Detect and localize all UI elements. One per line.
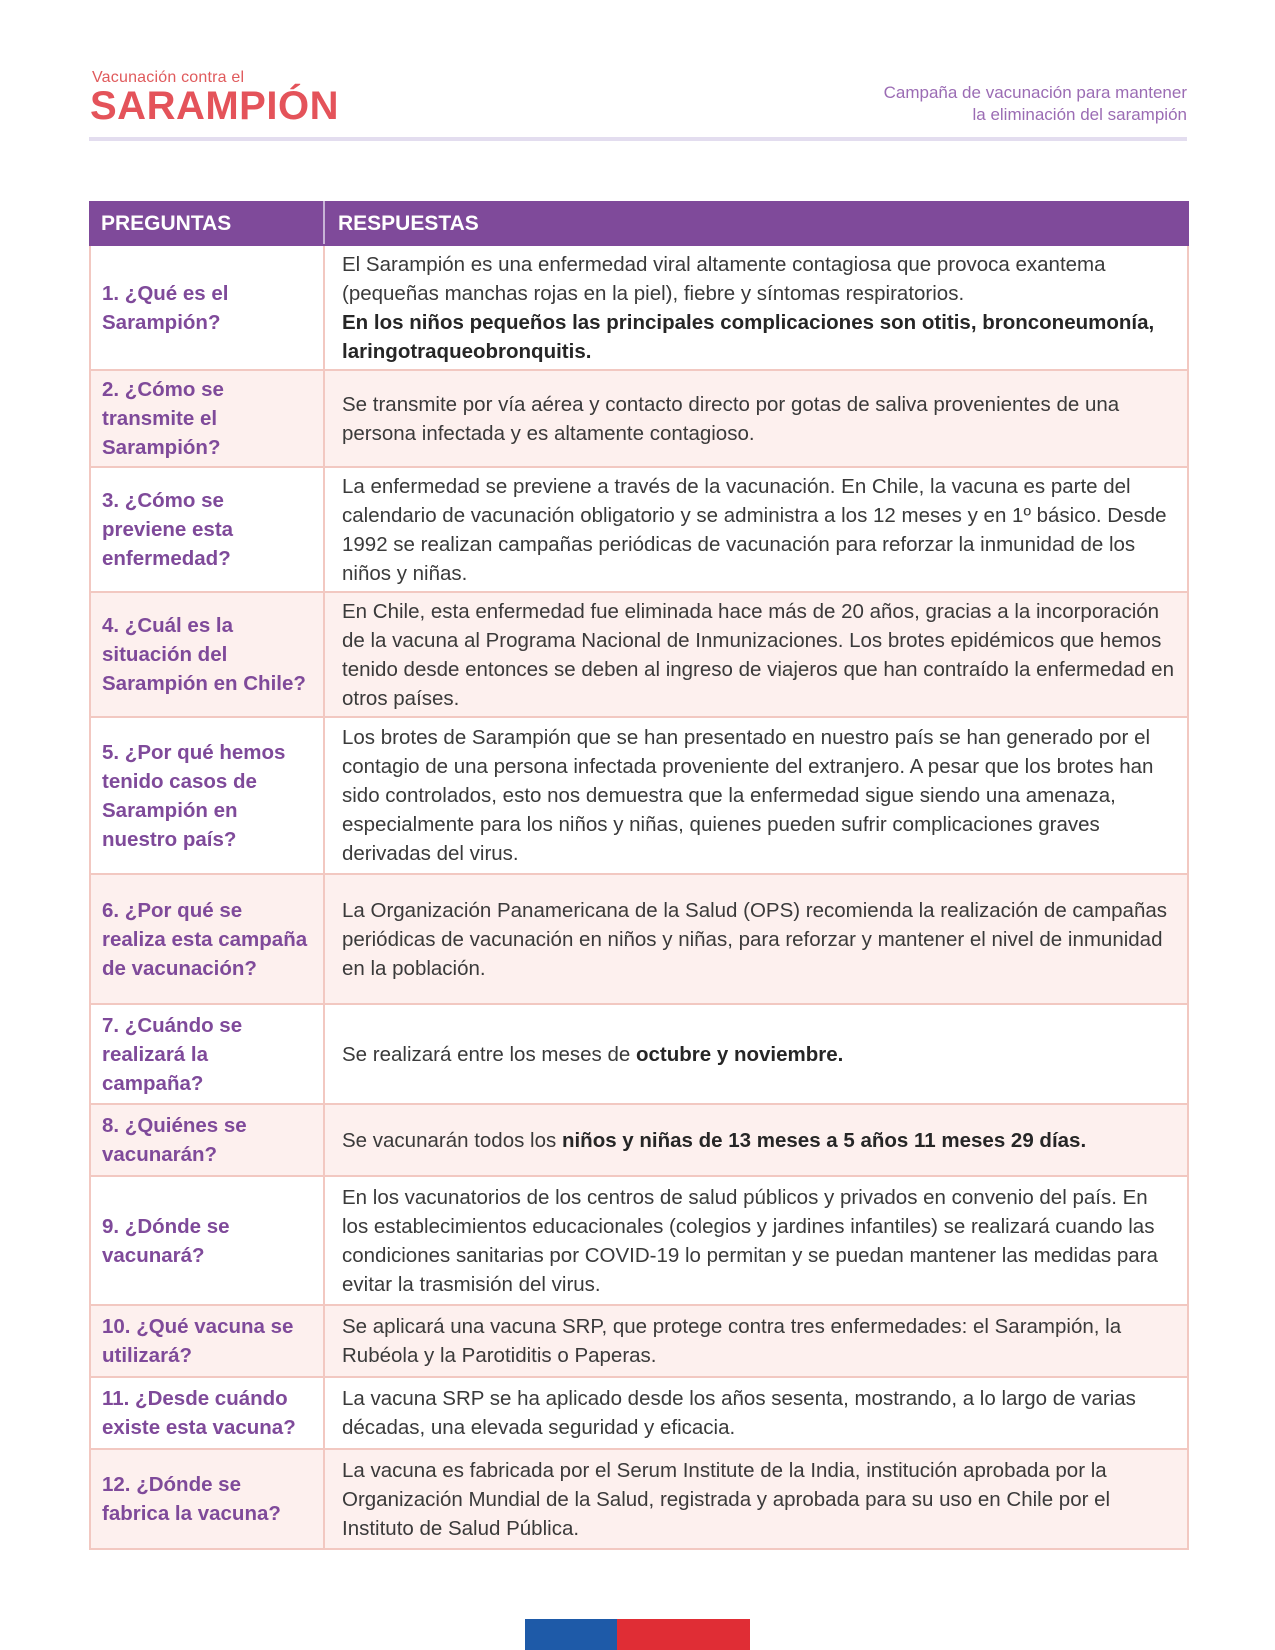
footer-flag-blue-bar	[525, 1619, 617, 1650]
question-cell: 2. ¿Cómo se transmite el Sarampión?	[90, 370, 324, 467]
question-cell: 5. ¿Por qué hemos tenido casos de Sarampión en nuestro país?	[90, 717, 324, 874]
table-row	[90, 467, 1188, 592]
question-cell: 8. ¿Quiénes se vacunarán?	[90, 1104, 324, 1176]
logo-subtitle: Vacunación contra el	[92, 69, 245, 86]
question-cell: 1. ¿Qué es el Sarampión?	[90, 245, 324, 370]
table-row	[90, 717, 1188, 874]
table-row	[90, 1305, 1188, 1377]
footer-flag-red-bar	[617, 1619, 750, 1650]
table-header-row	[90, 202, 1188, 245]
table-row	[90, 874, 1188, 1004]
answer-cell: En Chile, esta enfermedad fue eliminada hace más de 20 años, gracias a la incorporación de la vacuna al Programa Nacional de Inmunizaciones. Los brotes epidémicos que hemos tenido desde entonces se deben al ingreso de viajeros que han contraído la enfermedad en otros países.	[324, 592, 1188, 717]
table-row	[90, 1377, 1188, 1449]
question-cell: 10. ¿Qué vacuna se utilizará?	[90, 1305, 324, 1377]
answer-cell: La vacuna SRP se ha aplicado desde los años sesenta, mostrando, a lo largo de varias décadas, una elevada seguridad y eficacia.	[324, 1377, 1188, 1449]
logo-title: SARAMPIÓN	[90, 84, 339, 128]
question-cell: 9. ¿Dónde se vacunará?	[90, 1176, 324, 1305]
answer-text: Se realizará entre los meses de	[342, 1042, 636, 1066]
page-header	[0, 0, 1275, 150]
question-cell: 6. ¿Por qué se realiza esta campaña de vacunación?	[90, 874, 324, 1004]
question-cell: 7. ¿Cuándo se realizará la campaña?	[90, 1004, 324, 1104]
table-row	[90, 1104, 1188, 1176]
table-row	[90, 1449, 1188, 1549]
table-row	[90, 245, 1188, 370]
table-row	[90, 1004, 1188, 1104]
table-row	[90, 370, 1188, 467]
answer-bold-text: En los niños pequeños las principales complicaciones son otitis, bronconeumonía, laringotraqueobronquitis.	[342, 310, 1155, 363]
answer-cell: La vacuna es fabricada por el Serum Institute de la India, institución aprobada por la Organización Mundial de la Salud, registrada y aprobada para su uso en Chile por el Instituto de Salud Pública.	[324, 1449, 1188, 1549]
answer-cell: Se transmite por vía aérea y contacto directo por gotas de saliva provenientes de una persona infectada y es altamente contagioso.	[324, 370, 1188, 467]
answer-cell: La Organización Panamericana de la Salud (OPS) recomienda la realización de campañas periódicas de vacunación en niños y niñas, para reforzar y mantener el nivel de inmunidad en la población.	[324, 874, 1188, 1004]
answer-text: Se vacunarán todos los	[342, 1128, 562, 1152]
answer-cell: En los vacunatorios de los centros de salud públicos y privados en convenio del país. En los establecimientos educacionales (colegios y jardines infantiles) se realizará cuando las condiciones sanitarias por COVID-19 lo permitan y se puedan mantener las medidas para evitar la trasmisión del virus.	[324, 1176, 1188, 1305]
header-questions: PREGUNTAS	[90, 202, 324, 245]
answer-bold-text: octubre y noviembre.	[635, 1042, 844, 1066]
question-cell: 4. ¿Cuál es la situación del Sarampión en Chile?	[90, 592, 324, 717]
answer-bold-text: niños y niñas de 13 meses a 5 años 11 meses 29 días.	[561, 1128, 1087, 1152]
campaign-line-1: Campaña de vacunación para mantener	[883, 83, 1187, 102]
faq-table	[89, 201, 1189, 1550]
header-divider	[89, 137, 1187, 141]
question-cell: 11. ¿Desde cuándo existe esta vacuna?	[90, 1377, 324, 1449]
answer-cell: La enfermedad se previene a través de la vacunación. En Chile, la vacuna es parte del calendario de vacunación obligatorio y se administra a los 12 meses y en 1º básico. Desde 1992 se realizan campañas periódicas de vacunación para reforzar la inmunidad de los niños y niñas.	[324, 467, 1188, 592]
answer-cell: Se aplicará una vacuna SRP, que protege contra tres enfermedades: el Sarampión, la Rubéola y la Parotiditis o Paperas.	[324, 1305, 1188, 1377]
table-row	[90, 592, 1188, 717]
answer-cell	[324, 1004, 1188, 1104]
answer-text: El Sarampión es una enfermedad viral altamente contagiosa que provoca exantema (pequeñas manchas rojas en la piel), fiebre y síntomas respiratorios.	[342, 252, 1106, 305]
table-row	[90, 1176, 1188, 1305]
question-cell: 3. ¿Cómo se previene esta enfermedad?	[90, 467, 324, 592]
campaign-line-2: la eliminación del sarampión	[972, 105, 1187, 124]
question-cell: 12. ¿Dónde se fabrica la vacuna?	[90, 1449, 324, 1549]
answer-cell	[324, 245, 1188, 370]
header-answers: RESPUESTAS	[324, 202, 1188, 245]
answer-cell: Los brotes de Sarampión que se han presentado en nuestro país se han generado por el contagio de una persona infectada proveniente del extranjero. A pesar que los brotes han sido controlados, esto nos demuestra que la enfermedad sigue siendo una amenaza, especialmente para los niños y niñas, quienes pueden sufrir complicaciones graves derivadas del virus.	[324, 717, 1188, 874]
campaign-title	[884, 82, 1187, 126]
answer-cell	[324, 1104, 1188, 1176]
